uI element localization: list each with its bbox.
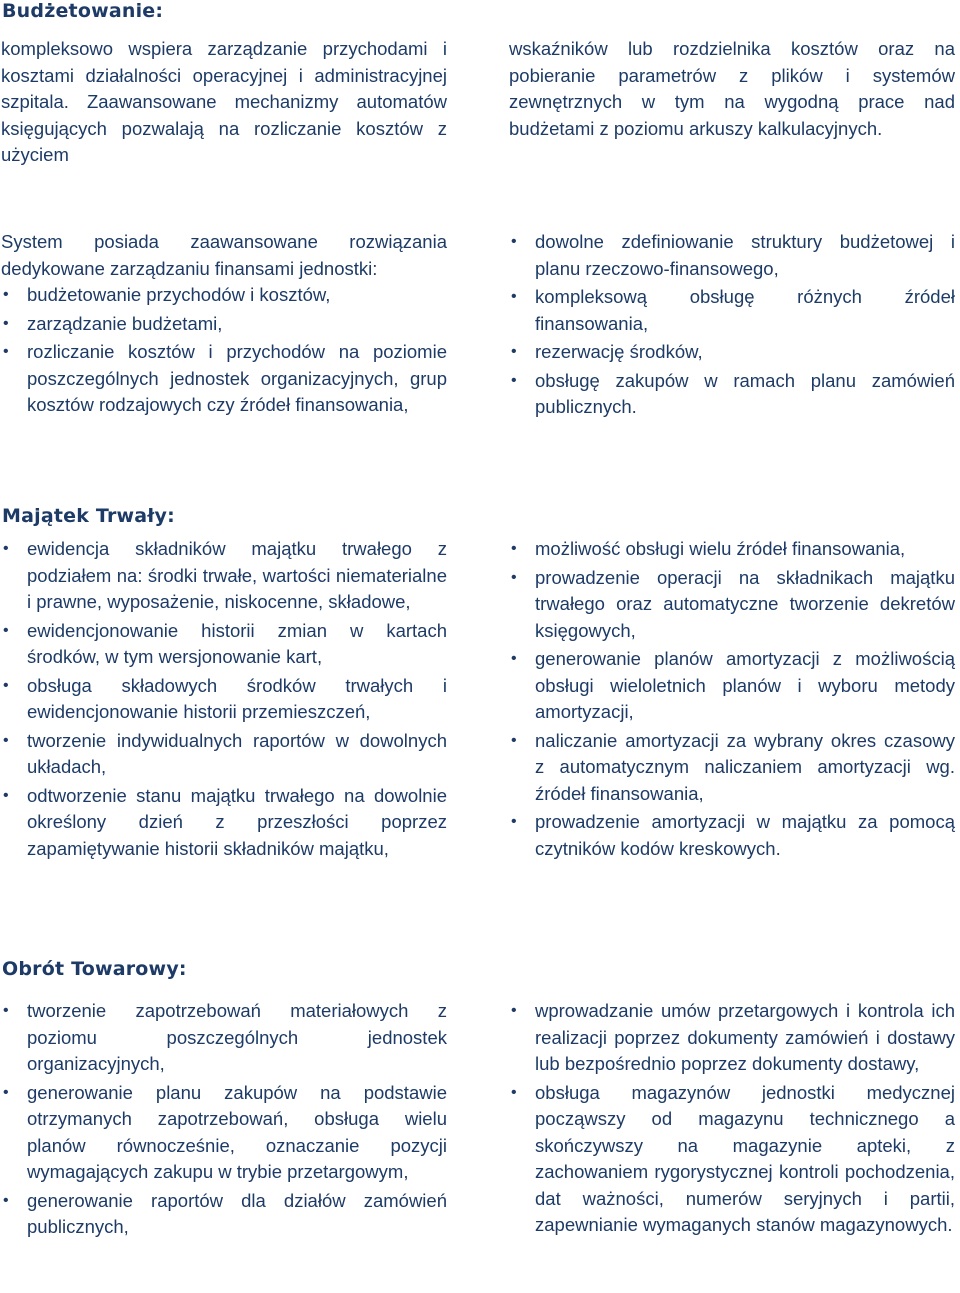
list-item: • rozliczanie kosztów i przychodów na poziomie poszczególnych jednostek organizacyjnych, grup kosztów rodzajowych czy źródeł finansowania, [1,339,447,419]
list-item: • budżetowanie przychodów i kosztów, [1,282,447,309]
list-item: • generowanie planów amortyzacji z możliwością obsługi wieloletnich planów i wyboru metody amortyzacji, [509,646,955,726]
list-item: • wprowadzanie umów przetargowych i kontrola ich realizacji poprzez dokumenty zamówień i dostawy lub bezpośrednio poprzez dokumenty dostawy, [509,998,955,1078]
budzet-intro-left-column [1,36,447,169]
list-item: • zarządzanie budżetami, [1,311,447,338]
budzet-intro-left-text: kompleksowo wspiera zarządzanie przychodami i kosztami działalności operacyjnej i administracyjnej szpitala. Zaawansowane mechanizmy automatów księgujących pozwalają na rozliczanie kosztów z użyciem [1,38,447,165]
budzet-system-intro: System posiada zaawansowane rozwiązania dedykowane zarządzaniu finansami jednostki: [1,231,447,279]
section-heading-budzetowanie: Budżetowanie: [2,0,164,22]
section-heading-obrot: Obrót Towarowy: [2,958,187,980]
majatek-right-list [509,536,955,862]
list-item: • prowadzenie amortyzacji w majątku za pomocą czytników kodów kreskowych. [509,809,955,862]
list-item: • odtworzenie stanu majątku trwałego na dowolnie określony dzień z przeszłości poprzez zapamiętywanie historii składników majątku, [1,783,447,863]
budzet-features-left-column [1,229,447,421]
obrot-left-list [1,998,447,1241]
obrot-right-list [509,998,955,1239]
majatek-right-column [509,536,955,864]
budzet-right-list [509,229,955,421]
list-item: • ewidencja składników majątku trwałego z podziałem na: środki trwałe, wartości niematerialne i prawne, wyposażenie, niskocenne, składowe, [1,536,447,616]
list-item: • rezerwację środków, [509,339,955,366]
list-item: • naliczanie amortyzacji za wybrany okres czasowy z automatycznym naliczaniem amortyzacji wg. źródeł finansowania, [509,728,955,808]
section-heading-majatek: Majątek Trwały: [2,505,175,527]
list-item: • generowanie raportów dla działów zamówień publicznych, [1,1188,447,1241]
list-item: • obsługa magazynów jednostki medycznej począwszy od magazynu technicznego a skończywszy na magazynie apteki, z zachowaniem rygorystycznej kontroli pochodzenia, dat ważności, numerów seryjnych i partii, zapewnianie wymaganych stanów magazynowych. [509,1080,955,1239]
list-item: • tworzenie indywidualnych raportów w dowolnych układach, [1,728,447,781]
list-item: • kompleksową obsługę różnych źródeł finansowania, [509,284,955,337]
list-item: • ewidencjonowanie historii zmian w kartach środków, w tym wersjonowanie kart, [1,618,447,671]
obrot-right-column [509,998,955,1241]
list-item: • obsługa składowych środków trwałych i ewidencjonowanie historii przemieszczeń, [1,673,447,726]
budzet-intro-right-text: wskaźników lub rozdzielnika kosztów oraz na pobieranie parametrów z plików i systemów zewnętrznych w tym na wygodną prace nad budżetami z poziomu arkuszy kalkulacyjnych. [509,38,955,139]
list-item: • generowanie planu zakupów na podstawie otrzymanych zapotrzebowań, obsługa wielu planów równocześnie, oznaczanie pozycji wymagających zakupu w trybie przetargowym, [1,1080,447,1186]
majatek-left-list [1,536,447,862]
list-item: • możliwość obsługi wielu źródeł finansowania, [509,536,955,563]
budzet-left-list [1,282,447,419]
obrot-left-column [1,998,447,1243]
majatek-left-column [1,536,447,864]
budzet-features-right-column [509,229,955,423]
list-item: • prowadzenie operacji na składnikach majątku trwałego oraz automatyczne tworzenie dekretów księgowych, [509,565,955,645]
budzet-intro-right-column [509,36,955,142]
list-item: • dowolne zdefiniowanie struktury budżetowej i planu rzeczowo-finansowego, [509,229,955,282]
list-item: • obsługę zakupów w ramach planu zamówień publicznych. [509,368,955,421]
list-item: • tworzenie zapotrzebowań materiałowych z poziomu poszczególnych jednostek organizacyjnych, [1,998,447,1078]
